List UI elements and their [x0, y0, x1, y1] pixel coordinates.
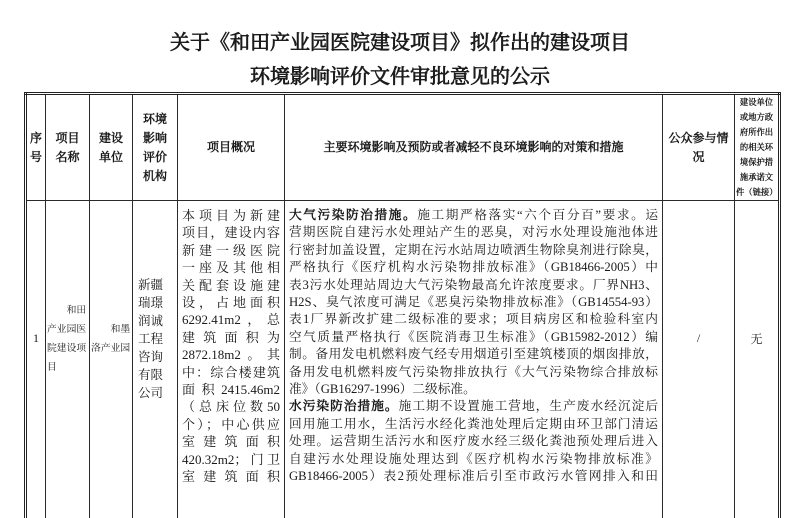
measures-text: H2S、臭气浓度可满足《恶臭污染物排放标准》（GB14554-93）	[289, 295, 658, 310]
measures-text: 准》（GB16297-1996）二级标准。	[289, 382, 476, 397]
title-line-2: 环境影响评价文件审批意见的公示	[250, 64, 550, 88]
measures-line	[289, 259, 658, 276]
measures-line	[289, 277, 658, 294]
measures-line	[289, 294, 658, 311]
overview-line: （总床位数50	[182, 399, 280, 415]
table-header-row	[26, 94, 780, 201]
header-serial-number: 序号	[26, 94, 46, 201]
measures-text: 施工期不设置施工营地，生产废水经沉淀后	[398, 399, 659, 414]
measures-line	[289, 416, 658, 433]
cell-serial-number: 1	[26, 201, 46, 518]
header-project-overview: 项目概况	[178, 94, 285, 201]
measures-line	[289, 398, 658, 415]
measures-text: 处理。运营期生活污水和医疗废水经三级化粪池预处理后进入	[289, 434, 658, 449]
title-line-1: 关于《和田产业园医院建设项目》拟作出的建设项目	[170, 30, 630, 54]
overview-line: 2872.18m2。其	[182, 347, 280, 363]
header-impact-measures: 主要环境影响及预防或者减轻不良环境影响的对策和措施	[285, 94, 663, 201]
measures-line	[289, 311, 658, 328]
overview-line: 面积2415.46m2	[182, 382, 280, 398]
cell-project-overview	[178, 201, 285, 518]
cell-project-name: 和田产业园医院建设项目	[46, 201, 90, 518]
header-construction-unit: 建设单位	[90, 94, 133, 201]
overview-line: 6292.41m2，总	[182, 312, 280, 328]
measures-line	[289, 224, 658, 241]
measures-line	[289, 468, 658, 485]
measures-heading: 水污染防治措施。	[289, 399, 399, 414]
overview-line: 新建一级医院	[182, 242, 280, 258]
cell-impact-measures	[285, 201, 663, 518]
measures-line	[289, 381, 658, 398]
overview-line: 本项目为新建	[182, 208, 280, 223]
overview-line: 项目，建设内容	[182, 225, 280, 241]
measures-line	[289, 433, 658, 450]
overview-line: 一座及其他相	[182, 260, 280, 276]
approval-table	[24, 92, 781, 518]
measures-text: 空气质量严格执行《医院消毒卫生标准》（GB15982-2012）编	[289, 329, 658, 344]
measures-line	[289, 207, 658, 224]
cell-construction-unit: 和墨洛产业园	[90, 201, 133, 518]
overview-line: 关配套设施建	[182, 277, 280, 293]
overview-line: 420.32m2；门卫	[182, 451, 280, 467]
measures-text: 回用施工用水，生活污水经化粪池处理后定期由环卫部门清运	[289, 416, 658, 431]
measures-text: 制。备用发电机燃料废气经专用烟道引至建筑楼顶的烟囱排放，	[289, 347, 658, 362]
measures-text: 备用发电机燃料废气污染物排放执行《大气污染物综合排放标	[289, 364, 658, 379]
overview-line: 建筑面积为	[182, 329, 280, 345]
overview-line: 个）；中心供应	[182, 416, 280, 432]
overview-line: 室建筑面积	[182, 434, 280, 450]
measures-text: 营期医院自建污水处理站产生的恶臭，对污水处理设施池体进	[289, 225, 658, 240]
measures-text: 表1厂界新改扩建二级标准的要求；项目病房区和检验科室内	[289, 312, 658, 327]
notice-title	[0, 25, 800, 93]
overview-line: 中：综合楼建筑	[182, 364, 280, 380]
overview-line: 设，占地面积	[182, 295, 280, 311]
measures-text: 严格执行《医疗机构水污染物排放标准》（GB18466-2005）中	[289, 260, 658, 275]
measures-line	[289, 451, 658, 468]
cell-public-participation: /	[663, 201, 735, 518]
header-commitment-documents: 建设单位或地方政府所作出的相关环境保护措施承诺文件（链接）	[735, 94, 780, 201]
measures-text: 施工期严格落实“六个百分百”要求。运	[417, 208, 659, 222]
header-eia-agency: 环境影响评价机构	[133, 94, 178, 201]
header-public-participation: 公众参与情况	[663, 94, 735, 201]
measures-text: GB18466-2005）表2预处理标准后引至市政污水管网排入和田	[289, 469, 658, 484]
cell-eia-agency: 新疆瑞璟润诚工程咨询有限公司	[133, 201, 178, 518]
measures-line	[289, 329, 658, 346]
measures-line	[289, 364, 658, 381]
cell-commitment-documents: 无	[735, 201, 780, 518]
table-row	[26, 201, 780, 518]
overview-line: 室建筑面积	[182, 469, 280, 485]
measures-line	[289, 242, 658, 259]
header-project-name: 项目名称	[46, 94, 90, 201]
measures-text: 表3污水处理站周边大气污染物最高允许浓度要求。厂界NH3、	[289, 277, 658, 292]
measures-heading: 大气污染防治措施。	[289, 208, 418, 222]
measures-text: 行密封加盖设置，定期在污水站周边喷洒生物除臭剂进行除臭，	[289, 242, 658, 257]
measures-text: 自建污水处理设施处理达到《医疗机构水污染物排放标准》	[289, 451, 658, 466]
measures-line	[289, 346, 658, 363]
